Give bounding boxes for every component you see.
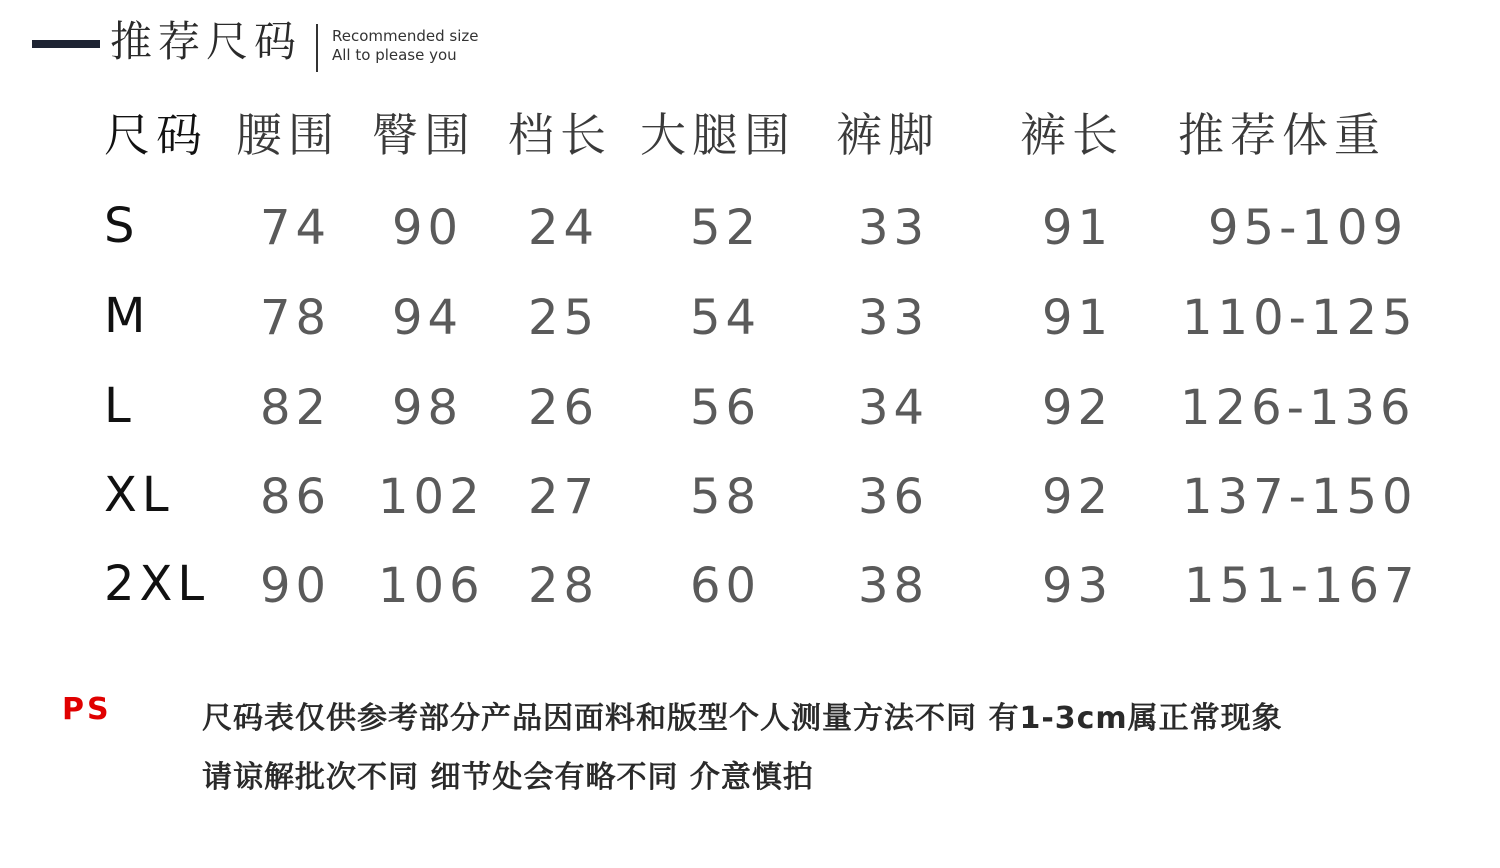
table-cell: 126-136 [1180, 380, 1416, 436]
column-header-hip: 臀围 [372, 108, 476, 162]
table-cell: 54 [690, 290, 762, 346]
subtitle-line-2: All to please you [332, 46, 457, 64]
table-cell: 137-150 [1182, 469, 1418, 525]
column-header-leg-opening: 裤脚 [836, 108, 940, 162]
table-cell: 58 [690, 469, 762, 525]
table-cell: 56 [690, 380, 762, 436]
table-cell: 102 [378, 469, 485, 525]
row-size-label: L [104, 378, 136, 434]
page-title: 推荐尺码 [110, 17, 303, 66]
column-header-thigh: 大腿围 [640, 108, 796, 162]
row-size-label: 2XL [104, 556, 210, 612]
table-cell: 74 [260, 200, 332, 256]
table-cell: 106 [378, 558, 485, 614]
table-cell: 33 [858, 200, 930, 256]
table-cell: 151-167 [1184, 558, 1420, 614]
table-cell: 25 [528, 290, 600, 346]
table-cell: 82 [260, 380, 332, 436]
table-cell: 92 [1042, 380, 1114, 436]
table-cell: 27 [528, 469, 600, 525]
table-cell: 28 [528, 558, 600, 614]
table-cell: 38 [858, 558, 930, 614]
table-cell: 95-109 [1208, 200, 1409, 256]
table-cell: 93 [1042, 558, 1114, 614]
column-header-length: 裤长 [1020, 108, 1124, 162]
table-cell: 86 [260, 469, 332, 525]
disclaimer-line-1: 尺码表仅供参考部分产品因面料和版型个人测量方法不同 有1-3cm属正常现象 [202, 701, 1283, 736]
column-header-size: 尺码 [104, 108, 208, 162]
table-cell: 92 [1042, 469, 1114, 525]
table-cell: 36 [858, 469, 930, 525]
table-cell: 91 [1042, 200, 1114, 256]
table-cell: 34 [858, 380, 930, 436]
table-cell: 26 [528, 380, 600, 436]
ps-label: PS [62, 692, 112, 727]
row-size-label: M [104, 288, 151, 344]
table-cell: 33 [858, 290, 930, 346]
table-cell: 90 [392, 200, 464, 256]
table-cell: 60 [690, 558, 762, 614]
row-size-label: S [104, 198, 140, 254]
row-size-label: XL [104, 467, 174, 523]
column-header-waist: 腰围 [236, 108, 340, 162]
table-cell: 98 [392, 380, 464, 436]
table-cell: 90 [260, 558, 332, 614]
column-header-weight: 推荐体重 [1178, 108, 1386, 162]
table-cell: 91 [1042, 290, 1114, 346]
table-cell: 110-125 [1182, 290, 1418, 346]
subtitle-line-1: Recommended size [332, 27, 479, 45]
disclaimer-line-2: 请谅解批次不同 细节处会有略不同 介意慎拍 [202, 760, 814, 795]
table-cell: 78 [260, 290, 332, 346]
table-cell: 52 [690, 200, 762, 256]
table-cell: 94 [392, 290, 464, 346]
table-cell: 24 [528, 200, 600, 256]
column-header-rise: 档长 [508, 108, 612, 162]
